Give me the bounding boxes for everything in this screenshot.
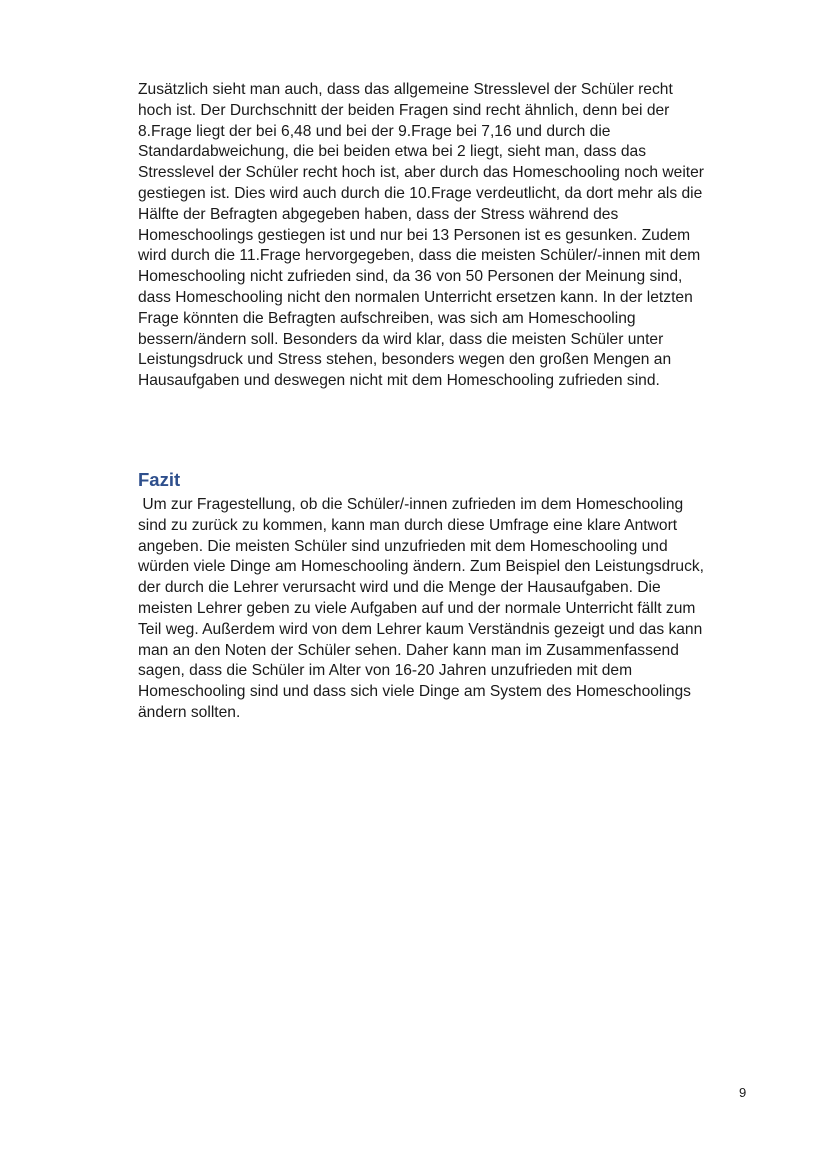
text-line: Homeschooling nicht zufrieden sind, da 36 von 50 Personen der Meinung sind, — [138, 268, 683, 286]
text-line: gestiegen ist. Dies wird auch durch die 10.Frage verdeutlicht, da dort mehr als die — [138, 184, 703, 202]
page-number: 9 — [739, 1085, 747, 1100]
text-line: Homeschooling sind und dass sich viele Dinge am System des Homeschoolings — [138, 683, 691, 701]
text-line: Frage könnten die Befragten aufschreiben, was sich am Homeschooling — [138, 309, 636, 327]
text-line: sind zu zurück zu kommen, kann man durch diese Umfrage eine klare Antwort — [138, 516, 678, 534]
text-line: Hausaufgaben und deswegen nicht mit dem Homeschooling zufrieden sind. — [138, 372, 660, 390]
text-line: Um zur Fragestellung, ob die Schüler/-innen zufrieden im dem Homeschooling — [138, 496, 684, 513]
text-line: bessern/ändern soll. Besonders da wird klar, dass die meisten Schüler unter — [138, 330, 664, 348]
text-line: hoch ist. Der Durchschnitt der beiden Fragen sind recht ähnlich, denn bei der — [138, 101, 670, 119]
text-line: Homeschoolings gestiegen ist und nur bei 13 Personen ist es gesunken. Zudem — [138, 226, 691, 244]
text-line: der durch die Lehrer verursacht wird und die Menge der Hausaufgaben. Die — [138, 579, 661, 597]
text-line: angeben. Die meisten Schüler sind unzufrieden mit dem Homeschooling und — [138, 537, 668, 555]
text-line: Hälfte der Befragten abgegeben haben, dass der Stress während des — [138, 205, 619, 223]
text-line: sagen, dass die Schüler im Alter von 16-20 Jahren unzufrieden mit dem — [138, 662, 633, 680]
text-line: dass Homeschooling nicht den normalen Unterricht ersetzen kann. In der letzten — [138, 288, 693, 306]
text-line: 8.Frage liegt der bei 6,48 und bei der 9.Frage bei 7,16 und durch die — [138, 122, 611, 140]
text-line: man an den Noten der Schüler sehen. Daher kann man im Zusammenfassend — [138, 641, 679, 659]
text-line: Stresslevel der Schüler recht hoch ist, aber durch das Homeschooling noch weiter — [138, 164, 704, 182]
text-line: Leistungsdruck und Stress stehen, besonders wegen den großen Mengen an — [138, 351, 672, 369]
conclusion-paragraph — [138, 495, 758, 724]
text-line: Standardabweichung, die bei beiden etwa bei 2 liegt, sieht man, dass das — [138, 143, 646, 161]
text-line: Teil weg. Außerdem wird von dem Lehrer kaum Verständnis gezeigt und das kann — [138, 620, 703, 638]
text-line: würden viele Dinge am Homeschooling ändern. Zum Beispiel den Leistungsdruck, — [138, 558, 705, 576]
analysis-paragraph — [138, 80, 758, 392]
text-line: Zusätzlich sieht man auch, dass das allgemeine Stresslevel der Schüler recht — [138, 81, 673, 98]
text-line: ändern sollten. — [138, 703, 241, 721]
text-line: wird durch die 11.Frage hervorgegeben, dass die meisten Schüler/-innen mit dem — [138, 247, 701, 265]
section-heading-fazit: Fazit — [138, 469, 181, 490]
text-line: meisten Lehrer geben zu viele Aufgaben auf und der normale Unterricht fällt zum — [138, 599, 696, 617]
